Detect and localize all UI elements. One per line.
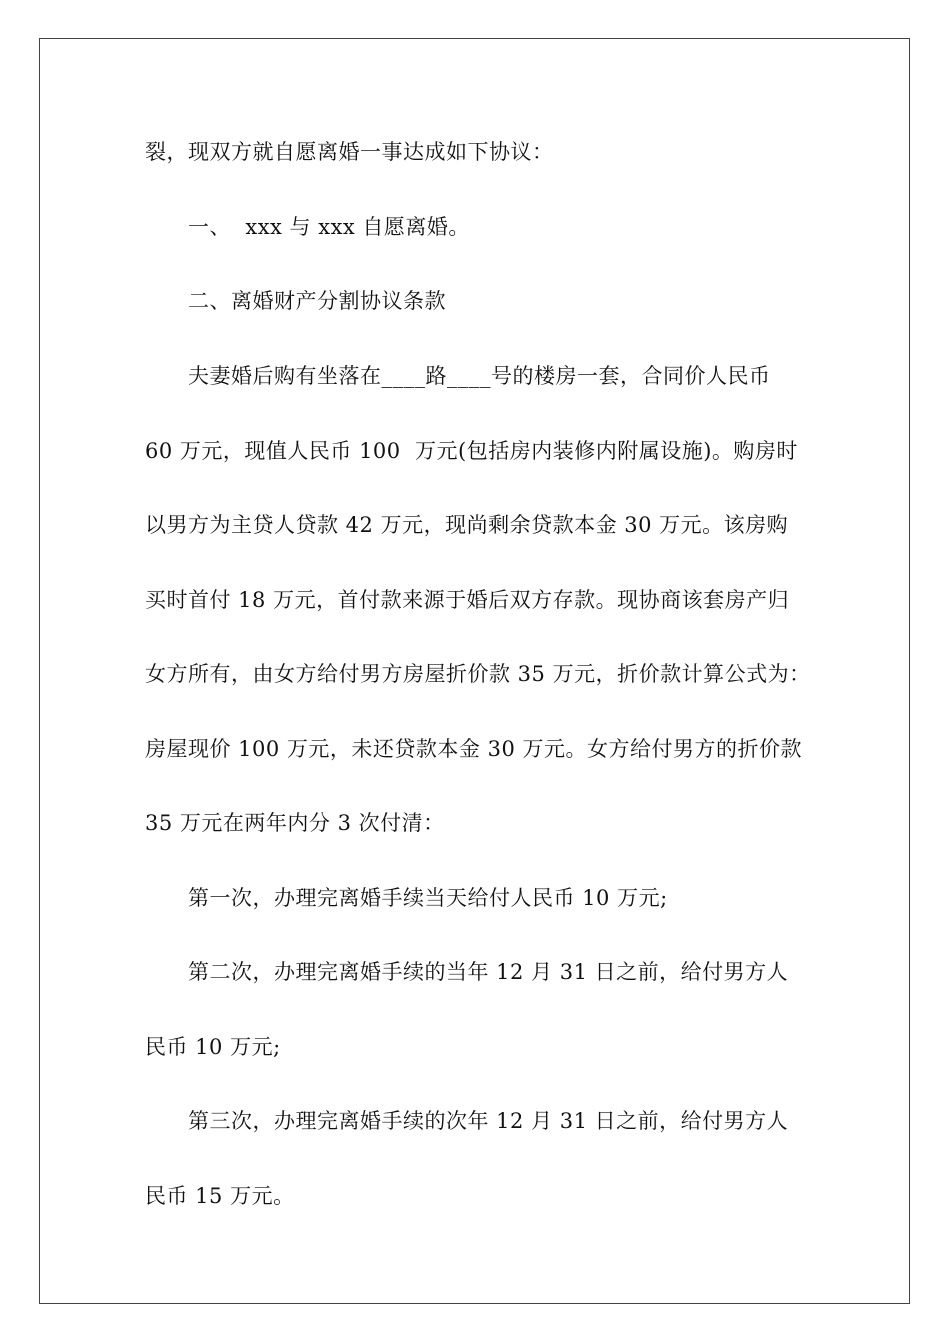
- paragraph-line: 第一次，办理完离婚手续当天给付人民币 10 万元;: [188, 886, 668, 910]
- paragraph-line: 第三次，办理完离婚手续的次年 12 月 31 日之前，给付男方人: [188, 1109, 789, 1133]
- paragraph-line: 二、离婚财产分割协议条款: [188, 289, 446, 313]
- paragraph-line: 房屋现价 100 万元，未还贷款本金 30 万元。女方给付男方的折价款: [145, 737, 803, 761]
- paragraph-line: 35 万元在两年内分 3 次付清：: [145, 811, 445, 835]
- paragraph-line: 一、 xxx 与 xxx 自愿离婚。: [188, 215, 470, 239]
- paragraph-line: 60 万元，现值人民币 100 万元(包括房内装修内附属设施)。购房时: [145, 439, 798, 463]
- paragraph-line: 女方所有，由女方给付男方房屋折价款 35 万元，折价款计算公式为：: [145, 662, 811, 686]
- paragraph-line: 夫妻婚后购有坐落在____路____号的楼房一套，合同价人民币: [188, 364, 771, 388]
- paragraph-line: 裂，现双方就自愿离婚一事达成如下协议：: [145, 140, 554, 164]
- paragraph-line: 第二次，办理完离婚手续的当年 12 月 31 日之前，给付男方人: [188, 960, 789, 984]
- paragraph-line: 买时首付 18 万元，首付款来源于婚后双方存款。现协商该套房产归: [145, 588, 790, 612]
- paragraph-line: 民币 15 万元。: [145, 1184, 295, 1208]
- paragraph-line: 以男方为主贷人贷款 42 万元，现尚剩余贷款本金 30 万元。该房购: [145, 513, 789, 537]
- paragraph-line: 民币 10 万元;: [145, 1035, 281, 1059]
